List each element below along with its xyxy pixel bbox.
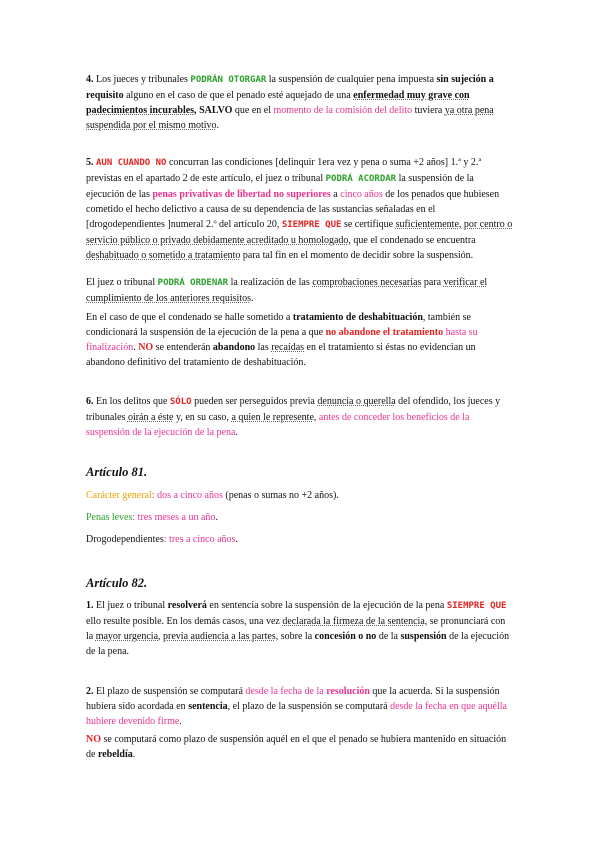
highlight-pink: desde la fecha de la bbox=[245, 686, 324, 697]
highlight-pink: : dos a cinco años bbox=[151, 490, 223, 501]
text: El juez o tribunal bbox=[96, 600, 166, 611]
underlined-text: comprobaciones necesarias bbox=[312, 277, 422, 288]
text: para bbox=[423, 277, 442, 288]
text: para tal fin en el momento de decidir sobre la suspensión. bbox=[242, 250, 474, 261]
underlined-text: declarada la firmeza de la sentencia bbox=[282, 616, 425, 627]
text: que el condenado se encuentra bbox=[353, 235, 476, 246]
text: . bbox=[215, 512, 218, 523]
text: alguno en el caso de que el penado esté aquejado de una bbox=[126, 90, 351, 101]
text: . bbox=[132, 749, 136, 760]
item-number: 6. bbox=[86, 396, 94, 407]
label-orange: Carácter general bbox=[86, 490, 152, 501]
paragraph-5 bbox=[86, 155, 513, 263]
text: . bbox=[250, 293, 254, 304]
text: . bbox=[133, 342, 136, 353]
text: de la ejecución de la pena. bbox=[86, 631, 510, 657]
text: El plazo de suspensión se computará bbox=[96, 686, 243, 697]
highlight-pink-bold: resolución bbox=[326, 686, 370, 697]
item-number: 5. bbox=[86, 157, 94, 168]
no-keyword: NO bbox=[138, 342, 154, 353]
text: en sentencia sobre la suspensión de la ejecución de la pena bbox=[209, 600, 445, 611]
paragraph-4 bbox=[86, 72, 513, 133]
text: se certifique bbox=[343, 219, 394, 230]
text: . bbox=[235, 427, 238, 438]
text: pueden ser perseguidos previa bbox=[194, 396, 315, 407]
article-82-paragraph-2 bbox=[86, 684, 513, 729]
text: que la acuerda. Si la suspensión hubiera sido acordada en bbox=[86, 686, 500, 712]
bold-text: concesión o no bbox=[314, 631, 377, 642]
highlight-red: SÓLO bbox=[169, 397, 192, 407]
text: . bbox=[216, 120, 220, 131]
underlined-text: suficientemente, por centro o servicio público o privado debidamente acreditado u homologado, bbox=[86, 219, 513, 246]
salvo-keyword: SALVO bbox=[199, 105, 233, 116]
bold-text: suspensión bbox=[400, 631, 447, 642]
text: Los jueces y tribunales bbox=[96, 74, 188, 85]
highlight-red: AUN CUANDO NO bbox=[96, 158, 167, 168]
text: , también se condicionará la suspensión de la ejecución de la pena a que bbox=[86, 312, 471, 338]
text: a bbox=[333, 189, 338, 200]
bold-text: sentencia bbox=[188, 701, 228, 712]
bold-text: abandono bbox=[212, 342, 256, 353]
text: en el tratamiento si éstas no evidencian un abandono definitivo del tratamiento de deshabituación. bbox=[86, 342, 476, 368]
underlined-text: ya otra pena suspendida por el mismo motivo bbox=[86, 105, 494, 131]
highlight-pink: antes de conceder los beneficios de la suspensión de la ejecución de la pena bbox=[86, 412, 470, 438]
highlight-pink: desde la fecha en que aquélla hubiere devenido firme bbox=[86, 701, 507, 727]
highlight-red: no abandone el tratamiento bbox=[325, 327, 444, 338]
text: concurran las condiciones [delinquir 1era vez y pena o suma +2 años] 1.ª y 2.ª previstas en el apartado 2 de este artículo, el juez o tribunal bbox=[86, 157, 482, 184]
highlight-pink: cinco años bbox=[340, 189, 383, 200]
item-number: 1. bbox=[86, 600, 94, 611]
text: se entenderán bbox=[155, 342, 211, 353]
text: del ofendido, los jueces y tribunales bbox=[86, 396, 501, 423]
highlight-green: PODRÁ ACORDAR bbox=[325, 174, 397, 184]
text: tuviera bbox=[414, 105, 443, 116]
text: En los delitos que bbox=[96, 396, 168, 407]
text: (penas o sumas no +2 años). bbox=[225, 490, 339, 501]
paragraph-5c bbox=[86, 310, 513, 370]
text: . bbox=[179, 716, 182, 727]
text: la realización de las bbox=[230, 277, 310, 288]
paragraph-6 bbox=[86, 394, 513, 440]
no-keyword: NO bbox=[86, 734, 101, 745]
bold-underlined-text: enfermedad muy grave con padecimientos incurables, bbox=[86, 90, 470, 116]
article-81-heading: Artículo 81. bbox=[86, 465, 148, 479]
underlined-text: denuncia o querella bbox=[317, 396, 396, 407]
article-82-heading: Artículo 82. bbox=[86, 576, 148, 590]
paragraph-5b bbox=[86, 275, 513, 306]
highlight-green: PODRÁ ORDENAR bbox=[157, 278, 229, 288]
text: de la bbox=[378, 631, 398, 642]
article-82-paragraph-3 bbox=[86, 732, 513, 762]
text: ello resulte posible. En los demás casos, una vez bbox=[86, 616, 280, 627]
underlined-text: oirán a éste bbox=[127, 412, 174, 423]
highlight-red: SIEMPRE QUE bbox=[446, 601, 507, 611]
highlight-pink-bold: penas privativas de libertad no superiores bbox=[152, 189, 331, 200]
text: , bbox=[158, 631, 161, 642]
underlined-text: verificar el cumplimiento de los anteriores requisitos bbox=[86, 277, 488, 304]
article-81-line-leves bbox=[86, 510, 513, 525]
article-81-line-drogo bbox=[86, 532, 513, 547]
label-text: Drogodependientes bbox=[86, 534, 164, 545]
text: se computará como plazo de suspensión aquél en el que el penado se hubiera mantenido en situación de bbox=[86, 734, 507, 760]
highlight-pink: : tres meses a un año bbox=[132, 512, 216, 523]
text: En el caso de que el condenado se halle sometido a bbox=[86, 312, 291, 323]
label-green: Penas leves bbox=[86, 512, 133, 523]
underlined-text: mayor urgencia bbox=[95, 631, 159, 642]
highlight-green: PODRÁN OTORGAR bbox=[190, 75, 267, 85]
item-number: 2. bbox=[86, 686, 94, 697]
underlined-text: deshabituado o sometido a tratamiento bbox=[86, 250, 241, 261]
highlight-pink: : tres a cinco años bbox=[163, 534, 236, 545]
bold-text: sin sujeción a requisito bbox=[86, 74, 494, 101]
text: y, en su caso, bbox=[175, 412, 229, 423]
article-81-line-general bbox=[86, 488, 513, 503]
bold-text: rebeldía bbox=[97, 749, 133, 760]
text: de los penados que hubiesen cometido el hecho delictivo a causa de su dependencia de las sustancias señaladas en el [drogodependientes ]numeral 2.º del artículo 20, bbox=[86, 189, 500, 230]
text: , bbox=[313, 412, 317, 423]
text: las bbox=[257, 342, 269, 353]
highlight-pink: momento de la comisión del delito bbox=[273, 105, 413, 116]
text: . bbox=[235, 534, 238, 545]
text: la suspensión de la ejecución de las bbox=[86, 173, 474, 200]
underlined-text: recaídas bbox=[271, 342, 305, 353]
highlight-pink: hasta su finalización bbox=[86, 327, 478, 353]
article-82-paragraph-1 bbox=[86, 598, 513, 659]
underlined-text: a quien le represente bbox=[231, 412, 314, 423]
highlight-red: SIEMPRE QUE bbox=[281, 220, 342, 230]
item-number: 4. bbox=[86, 74, 94, 85]
bold-text: resolverá bbox=[167, 600, 207, 611]
text: , se pronunciará con la bbox=[86, 616, 506, 642]
bold-text: tratamiento de deshabituación bbox=[292, 312, 423, 323]
underlined-text: previa audiencia a las partes bbox=[163, 631, 276, 642]
text: El juez o tribunal bbox=[86, 277, 156, 288]
text: , sobre la bbox=[275, 631, 313, 642]
text: que en el bbox=[234, 105, 271, 116]
text: la suspensión de cualquier pena impuesta bbox=[268, 74, 435, 85]
text: , el plazo de la suspensión se computará bbox=[227, 701, 388, 712]
